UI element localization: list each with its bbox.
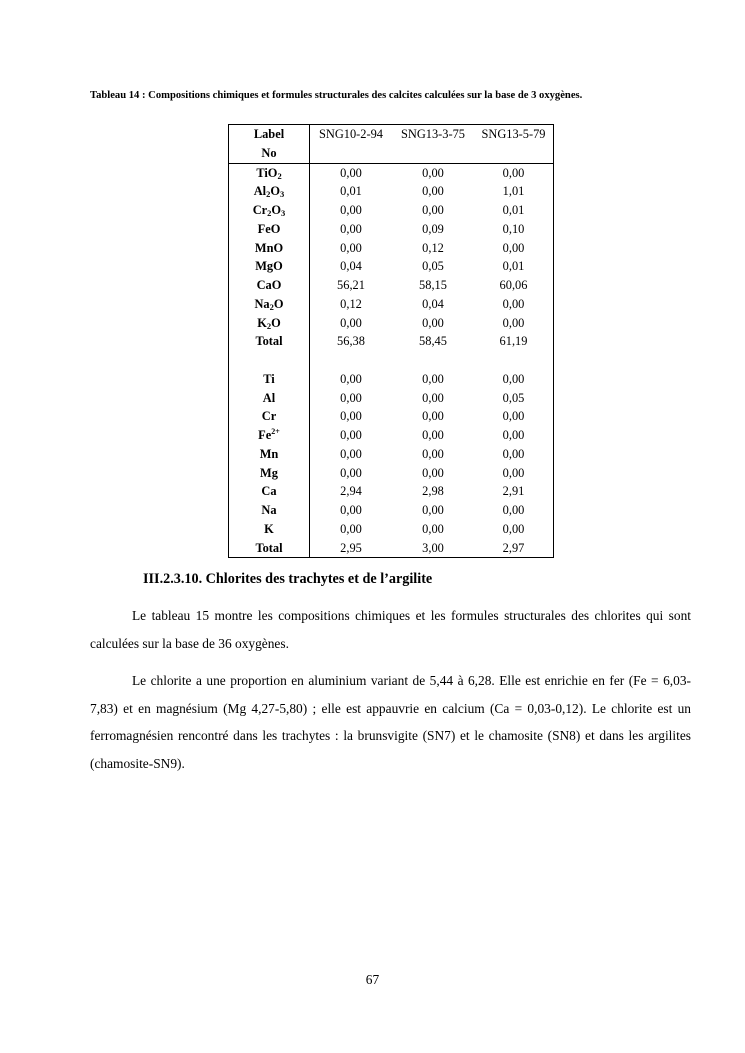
- table-cell: 0,04: [422, 296, 444, 311]
- column-header: SNG10-2-94: [310, 125, 393, 144]
- table-cell: 0,00: [422, 521, 444, 536]
- table-cell: 58,45: [419, 334, 447, 349]
- table-cell: 0,00: [474, 520, 554, 539]
- table-cell: 56,38: [337, 334, 365, 349]
- table-header-row: [229, 125, 554, 144]
- table-cell: 0,00: [340, 521, 362, 536]
- table-row: [229, 445, 554, 464]
- header-number: No: [229, 144, 310, 163]
- table-cell: 0,00: [340, 203, 362, 217]
- table-row: [229, 220, 554, 239]
- table-cell: 0,00: [422, 371, 444, 386]
- table-cell: 0,00: [422, 446, 444, 461]
- row-label: TiO$_2$: [229, 163, 310, 182]
- table-cell: 2,95: [310, 539, 393, 558]
- table-cell: 0,12: [422, 240, 444, 255]
- row-label: Al: [229, 389, 310, 408]
- table-row: [229, 389, 554, 408]
- table-cell: 0,01: [340, 184, 362, 199]
- table-cell: 0,01: [474, 201, 554, 220]
- table-cell: 0,00: [474, 407, 554, 426]
- table-cell: 0,00: [474, 464, 554, 483]
- table-cell: 0,00: [422, 503, 444, 517]
- header-label: Label: [229, 125, 310, 144]
- table-cell: 61,19: [474, 332, 554, 351]
- table-cell: 58,15: [419, 278, 447, 292]
- table-row: [229, 314, 554, 333]
- table-cell: 0,00: [340, 315, 362, 330]
- table-cell: 0,00: [422, 315, 444, 330]
- table-row: [229, 539, 554, 558]
- table-cell: 0,05: [422, 259, 444, 274]
- table-cell: 3,00: [392, 539, 474, 558]
- table-row: [229, 370, 554, 389]
- row-label: Mg: [229, 464, 310, 483]
- table-cell: 0,00: [340, 446, 362, 461]
- row-label: Total: [229, 332, 310, 351]
- table-cell: 2,97: [474, 539, 554, 558]
- page-number: 67: [365, 972, 380, 987]
- row-label: Total: [229, 539, 310, 558]
- table-cell: 1,01: [474, 182, 554, 201]
- table-row: [229, 182, 554, 201]
- table-cell: 0,04: [340, 259, 362, 274]
- table-cell: 0,01: [474, 257, 554, 276]
- table-row: [229, 332, 554, 351]
- table-header-row: [229, 144, 554, 163]
- table-row: [229, 482, 554, 501]
- table-cell: 0,00: [422, 409, 444, 424]
- row-label: $K_2O$: [229, 314, 310, 333]
- row-label: Mn: [229, 445, 310, 464]
- paragraph: Le chlorite a une proportion en aluminium variant de 5,44 à 6,28. Elle est enrichie en fer (Fe = 6,03-7,83) et en magnésium (Mg 4,27-5,80) ; elle est appauvrie en calcium (Ca = 0,03-0,12). Le chlorite est un ferromagnésien rencontré dans les trachytes : la brunsvigite (SN7) et le chamosite (SN8) et dans les argilites (chamosite-SN9).: [90, 673, 691, 771]
- table-cell: 0,00: [422, 203, 444, 217]
- row-label: Na: [229, 501, 310, 520]
- table-caption: Tableau 14 : Compositions chimiques et formules structurales des calcites calculées sur la base de 3 oxygènes.: [90, 90, 583, 101]
- table-cell: 2,91: [474, 482, 554, 501]
- table-row: [229, 464, 554, 483]
- row-label: Ti: [229, 370, 310, 389]
- calcite-composition-table: [228, 124, 554, 558]
- table-row: [229, 201, 554, 220]
- table-cell: 0,00: [340, 165, 362, 180]
- table-row: [229, 426, 554, 445]
- table-row: [229, 501, 554, 520]
- table-cell: 60,06: [474, 276, 554, 295]
- row-label: $Al_2O_3$: [229, 182, 310, 201]
- table-cell: 0,09: [422, 221, 444, 236]
- table-row: [229, 163, 554, 182]
- table-row: [229, 239, 554, 258]
- table-cell: 0,00: [474, 295, 554, 314]
- table-cell: 0,00: [474, 314, 554, 333]
- table-cell: 0,05: [474, 389, 554, 408]
- table-cell: 0,00: [474, 370, 554, 389]
- table-row: [229, 257, 554, 276]
- row-label: Ca: [229, 482, 310, 501]
- row-label: K: [229, 520, 310, 539]
- column-header: SNG13-3-75: [392, 125, 474, 144]
- row-label: $Cr_2O_3$: [229, 201, 310, 220]
- row-label: MgO: [229, 257, 310, 276]
- column-header: SNG13-5-79: [474, 125, 554, 144]
- table-row: [229, 295, 554, 314]
- table-cell: 0,00: [340, 409, 362, 424]
- table-row: [229, 276, 554, 295]
- row-label: $Na_2O$: [229, 295, 310, 314]
- row-label: Cr: [229, 407, 310, 426]
- table-cell: 0,00: [340, 390, 362, 405]
- table-cell: 2,98: [422, 484, 444, 499]
- table-cell: 0,00: [474, 239, 554, 258]
- table-cell: 0,00: [340, 371, 362, 386]
- table-cell: 0,00: [422, 465, 444, 480]
- spacer-row: [229, 351, 554, 370]
- section-heading: III.2.3.10. Chlorites des trachytes et de l’argilite: [143, 571, 433, 587]
- table-cell: 0,00: [474, 426, 554, 445]
- table-row: [229, 407, 554, 426]
- table-cell: 0,10: [474, 220, 554, 239]
- table-cell: 0,00: [422, 184, 444, 199]
- row-label: FeO: [229, 220, 310, 239]
- table-cell: 56,21: [337, 278, 365, 292]
- table-cell: 0,12: [340, 296, 362, 311]
- table-cell: 0,00: [340, 428, 362, 442]
- table-cell: 0,00: [340, 221, 362, 236]
- table-row: [229, 520, 554, 539]
- table-cell: 0,00: [474, 163, 554, 182]
- table-cell: 2,94: [340, 484, 362, 499]
- row-label: MnO: [229, 239, 310, 258]
- table-cell: 0,00: [340, 503, 362, 517]
- table-cell: 0,00: [422, 165, 444, 180]
- table-cell: 0,00: [340, 240, 362, 255]
- row-label: CaO: [229, 276, 310, 295]
- row-label: $Fe^{2+}$: [229, 426, 310, 445]
- table-cell: 0,00: [474, 445, 554, 464]
- table-cell: 0,00: [422, 390, 444, 405]
- paragraph: Le tableau 15 montre les compositions chimiques et les formules structurales des chlorites qui sont calculées sur la base de 36 oxygènes.: [90, 608, 691, 651]
- table-cell: 0,00: [422, 428, 444, 442]
- table-cell: 0,00: [340, 465, 362, 480]
- table-cell: 0,00: [474, 501, 554, 520]
